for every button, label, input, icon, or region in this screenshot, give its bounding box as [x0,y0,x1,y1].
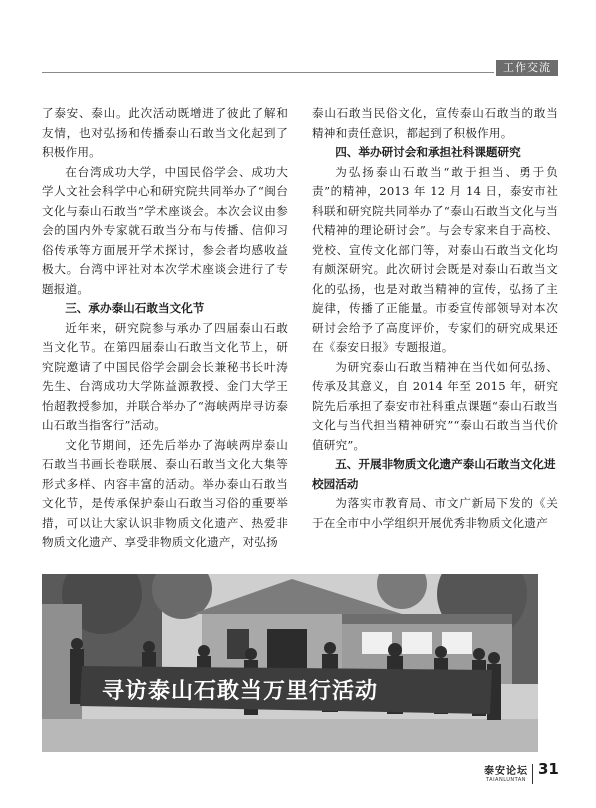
footer-divider [532,764,533,784]
event-photo [42,574,538,752]
paragraph: 为弘扬泰山石敢当“敢于担当、勇于负责”的精神，2013 年 12 月 14 日，泰安市社科联和研究院共同举办了“泰山石敢当文化与当代精神的理论研讨会”。与会专家来自于高校、党校、宣传文化部门等，对泰山石敢当文化均有颇深研究。此次研讨会既是对泰山石敢当文化的弘扬，也是对敢当精神的宣传，弘扬了主旋律，传播了正能量。市委宣传部领导对本次研讨会给予了高度评价，专家们的研究成果还在《泰安日报》专题报道。 [312,164,558,354]
paragraph: 泰山石敢当民俗文化，宣传泰山石敢当的敢当精神和责任意识，都起到了积极作用。 [312,106,558,140]
left-column [42,104,288,553]
section-heading: 五、开展非物质文化遗产泰山石敢当文化进校园活动 [312,457,556,491]
right-column [312,104,558,533]
footer-logo [484,762,528,783]
page-number: 31 [538,760,559,778]
section-heading: 三、承办泰山石敢当文化节 [65,301,205,315]
footer-logo-en: TAIANLUNTAN [486,777,526,783]
paragraph: 了泰安、泰山。此次活动既增进了彼此了解和友情，也对弘扬和传播泰山石敢当文化起到了积极作用。 [42,106,288,159]
banner-text: 寻访泰山石敢当万里行活动 [102,679,379,704]
paragraph: 为落实市教育局、市文广新局下发的《关于在全市中小学组织开展优秀非物质文化遗产 [312,496,558,530]
paragraph: 近年来，研究院参与承办了四届泰山石敢当文化节。在第四届泰山石敢当文化节上，研究院邀请了中国民俗学会副会长兼秘书长叶涛先生、台湾成功大学陈益源教授、金门大学王怡超教授参加，并联合举办了“海峡两岸寻访泰山石敢当指客行”活动。 [42,320,288,432]
footer-logo-zh: 泰安论坛 [484,766,528,777]
paragraph: 为研究泰山石敢当精神在当代如何弘扬、传承及其意义，自 2014 年至 2015 年，研究院先后承担了泰安市社科重点课题“泰山石敢当文化与当代担当精神研究”“泰山石敢当当代价值研究”。 [312,359,558,452]
section-heading: 四、举办研讨会和承担社科课题研究 [335,145,521,159]
paragraph: 在台湾成功大学，中国民俗学会、成功大学人文社会科学中心和研究院共同举办了“闽台文化与泰山石敢当”学术座谈会。本次会议由参会的国内外专家就石敢当分布与传播、信仰习俗传承等方面展开学术探讨，参会者均感收益极大。台湾中评社对本次学术座谈会进行了专题报道。 [42,164,288,296]
section-label: 工作交流 [496,60,558,76]
banner [80,666,492,714]
paragraph: 文化节期间，还先后举办了海峡两岸泰山石敢当书画长卷联展、泰山石敢当文化大集等形式多样、内容丰富的活动。举办泰山石敢当文化节，是传承保护泰山石敢当习俗的重要举措，可以让大家认识非物质文化遗产、热爱非物质文化遗产、享受非物质文化遗产，对弘扬 [42,437,288,549]
header-rule [42,72,494,73]
